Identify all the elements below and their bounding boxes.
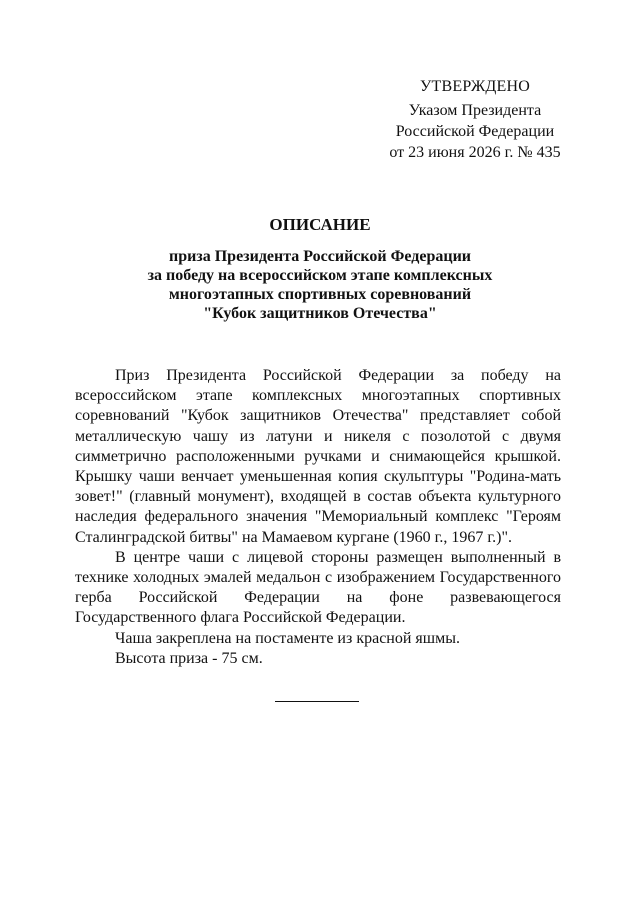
document-body: [75, 366, 561, 669]
body-paragraph-prize-description: Приз Президента Российской Федерации за победу на всероссийском этапе комплексных многоэтапных спортивных соревнований "Кубок защитников Отечества" представляет собой металлическую чашу из латуни и никеля с позолотой с двумя симметрично расположенными ручками и снимающейся крышкой. Крышку чаши венчает уменьшенная копия скульптуры "Родина-мать зовет!" (главный монумент), входящей в состав объекта культурного наследия федерального значения "Мемориальный комплекс "Героям Сталинградской битвы" на Мамаевом кургане (1960 г., 1967 г.)".: [75, 367, 561, 546]
closing-rule-divider: [275, 701, 359, 702]
body-paragraph-height: Высота приза - 75 см.: [115, 649, 263, 667]
document-title-block: [60, 214, 580, 323]
body-paragraph-pedestal: Чаша закреплена на постаменте из красной яшмы.: [115, 629, 460, 647]
body-paragraph-medallion: В центре чаши с лицевой стороны размещен выполненный в технике холодных эмалей медальон с изображением Государственного герба Российской Федерации на фоне развевающегося Государственного флага Российской Федерации.: [75, 548, 561, 627]
document-subtitle-line-4: "Кубок защитников Отечества": [203, 305, 437, 322]
approval-line-date: от 23 июня 2026 г. № 435: [389, 144, 561, 161]
document-subtitle-line-3: многоэтапных спортивных соревнований: [168, 286, 472, 303]
approval-heading: УТВЕРЖДЕНО: [419, 78, 530, 95]
document-title: ОПИСАНИЕ: [269, 215, 371, 234]
approval-stamp: [370, 76, 580, 163]
document-subtitle-line-1: приза Президента Российской Федерации: [168, 248, 472, 265]
approval-line-federation: Российской Федерации: [395, 123, 555, 140]
approval-line-decree: Указом Президента: [408, 102, 542, 119]
document-subtitle-line-2: за победу на всероссийском этапе комплексных: [147, 267, 493, 284]
